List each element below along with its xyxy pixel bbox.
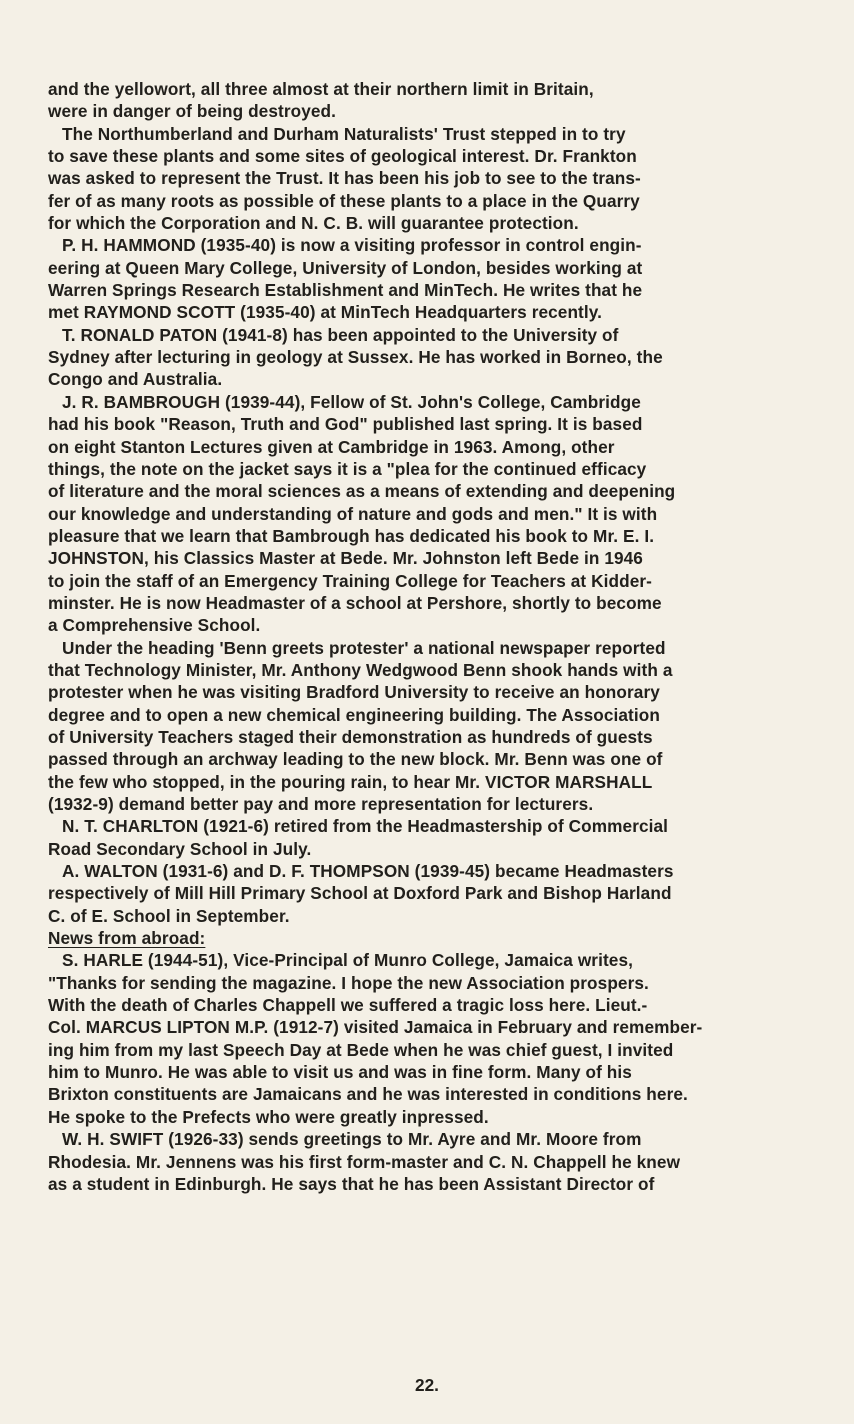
text-line: on eight Stanton Lectures given at Cambridge in 1963. Among, other bbox=[48, 436, 615, 457]
text-line: passed through an archway leading to the new block. Mr. Benn was one of bbox=[48, 749, 663, 770]
text-line: to join the staff of an Emergency Training College for Teachers at Kidder- bbox=[48, 570, 652, 591]
text-line: Rhodesia. Mr. Jennens was his first form-master and C. N. Chappell he knew bbox=[48, 1151, 681, 1172]
text-line: (1932-9) demand better pay and more representation for lecturers. bbox=[48, 794, 594, 814]
text-line: C. of E. School in September. bbox=[48, 905, 290, 926]
text-line: eering at Queen Mary College, University of London, besides working at bbox=[48, 257, 643, 278]
text-line: of University Teachers staged their demonstration as hundreds of guests bbox=[48, 726, 653, 747]
text-line: degree and to open a new chemical engineering building. The Association bbox=[48, 704, 660, 725]
text-line: a Comprehensive School. bbox=[48, 615, 261, 636]
text-line: minster. He is now Headmaster of a school at Pershore, shortly to become bbox=[48, 592, 662, 613]
text-line: had his book "Reason, Truth and God" published last spring. It is based bbox=[48, 414, 643, 435]
text-line: things, the note on the jacket says it is a "plea for the continued efficacy bbox=[48, 458, 647, 479]
text-line: to save these plants and some sites of geological interest. Dr. Frankton bbox=[48, 146, 637, 167]
text-line: were in danger of being destroyed. bbox=[48, 101, 337, 122]
text-line: "Thanks for sending the magazine. I hope the new Association prospers. bbox=[48, 972, 649, 993]
text-line: T. RONALD PATON (1941-8) has been appointed to the University of bbox=[62, 324, 619, 345]
text-line: fer of as many roots as possible of these plants to a place in the Quarry bbox=[48, 190, 640, 211]
text-line: JOHNSTON, his Classics Master at Bede. Mr. Johnston left Bede in 1946 bbox=[48, 548, 643, 569]
text-line: A. WALTON (1931-6) and D. F. THOMPSON (1939-45) became Headmasters bbox=[62, 861, 674, 882]
text-line: ing him from my last Speech Day at Bede when he was chief guest, I invited bbox=[48, 1039, 674, 1060]
body-text bbox=[48, 78, 788, 1195]
text-line: protester when he was visiting Bradford University to receive an honorary bbox=[48, 682, 660, 703]
text-line: Sydney after lecturing in geology at Sussex. He has worked in Borneo, the bbox=[48, 347, 663, 368]
text-line: J. R. BAMBROUGH (1939-44), Fellow of St. John's College, Cambridge bbox=[62, 391, 641, 412]
text-line: Warren Springs Research Establishment and MinTech. He writes that he bbox=[48, 280, 643, 301]
text-line: for which the Corporation and N. C. B. will guarantee protection. bbox=[48, 213, 579, 234]
text-line: our knowledge and understanding of nature and gods and men." It is with bbox=[48, 503, 658, 524]
text-line: pleasure that we learn that Bambrough has dedicated his book to Mr. E. I. bbox=[48, 525, 655, 546]
text-line: With the death of Charles Chappell we suffered a tragic loss here. Lieut.- bbox=[48, 995, 648, 1016]
text-line: Brixton constituents are Jamaicans and he was interested in conditions here. bbox=[48, 1084, 688, 1105]
text-line: He spoke to the Prefects who were greatly inpressed. bbox=[48, 1106, 489, 1127]
text-line: Road Secondary School in July. bbox=[48, 838, 312, 859]
text-line: him to Munro. He was able to visit us and was in fine form. Many of his bbox=[48, 1062, 632, 1083]
text-line: and the yellowort, all three almost at their northern limit in Britain, bbox=[48, 79, 594, 99]
text-line: that Technology Minister, Mr. Anthony Wedgwood Benn shook hands with a bbox=[48, 659, 673, 680]
text-line: S. HARLE (1944-51), Vice-Principal of Munro College, Jamaica writes, bbox=[62, 950, 633, 971]
text-line: of literature and the moral sciences as a means of extending and deepening bbox=[48, 481, 676, 502]
text-line: Congo and Australia. bbox=[48, 369, 223, 390]
text-line: The Northumberland and Durham Naturalists' Trust stepped in to try bbox=[62, 123, 626, 144]
text-line: Col. MARCUS LIPTON M.P. (1912-7) visited Jamaica in February and remember- bbox=[48, 1017, 703, 1038]
text-line: N. T. CHARLTON (1921-6) retired from the Headmastership of Commercial bbox=[62, 816, 669, 837]
text-line: as a student in Edinburgh. He says that he has been Assistant Director of bbox=[48, 1173, 655, 1194]
text-line: P. H. HAMMOND (1935-40) is now a visiting professor in control engin- bbox=[62, 235, 642, 256]
page-number: 22. bbox=[415, 1375, 439, 1395]
text-line: Under the heading 'Benn greets protester' a national newspaper reported bbox=[62, 637, 666, 658]
section-heading: News from abroad: bbox=[48, 928, 206, 949]
text-line: met RAYMOND SCOTT (1935-40) at MinTech Headquarters recently. bbox=[48, 302, 603, 323]
text-line: was asked to represent the Trust. It has been his job to see to the trans- bbox=[48, 168, 641, 189]
text-line: respectively of Mill Hill Primary School at Doxford Park and Bishop Harland bbox=[48, 883, 672, 904]
text-line: the few who stopped, in the pouring rain, to hear Mr. VICTOR MARSHALL bbox=[48, 771, 653, 792]
text-line: W. H. SWIFT (1926-33) sends greetings to Mr. Ayre and Mr. Moore from bbox=[62, 1129, 642, 1150]
